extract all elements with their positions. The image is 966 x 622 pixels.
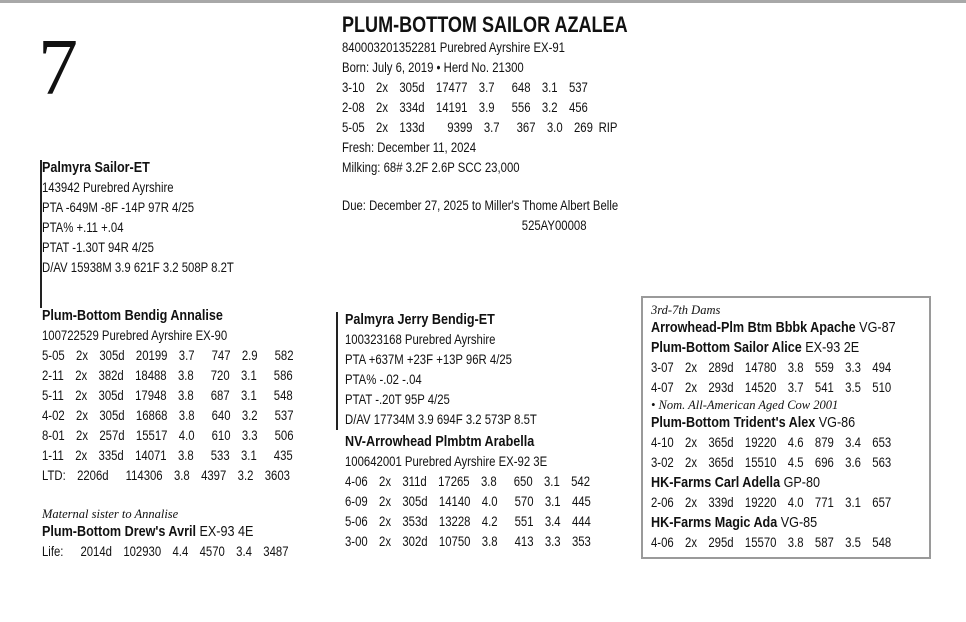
mgs-line: PTA +637M +23F +13P 96R 4/25 [345, 352, 512, 367]
mgs-line: PTA% -.02 -.04 [345, 372, 422, 387]
sire-name: Palmyra Sailor-ET [42, 159, 150, 176]
mgs-line: PTAT -.20T 95P 4/25 [345, 392, 450, 407]
main-animal [342, 12, 690, 236]
mgs-line: D/AV 17734M 3.9 694F 3.2 573P 8.5T [345, 412, 537, 427]
dam-entry-name-line [651, 413, 896, 433]
dam-record: 8-01 2x 257d 15517 4.0 610 3.3 506 [42, 428, 294, 443]
dam-record: 1-11 2x 335d 14071 3.8 533 3.1 435 [42, 448, 293, 463]
dam-entry-record: 3-02 2x 365d 15510 4.5 696 3.6 563 [651, 455, 892, 470]
dam-entry-name-line [651, 513, 896, 533]
sire-line: PTAT -1.30T 94R 4/25 [42, 240, 154, 255]
granddam-record: 3-00 2x 302d 10750 3.8 413 3.3 353 [345, 534, 591, 549]
granddam-record: 6-09 2x 305d 14140 4.0 570 3.1 445 [345, 494, 591, 509]
dam-entry-record: 2-06 2x 339d 19220 4.0 771 3.1 657 [651, 495, 892, 510]
dam-record: 4-02 2x 305d 16868 3.8 640 3.2 537 [42, 408, 294, 423]
sire-block [42, 158, 270, 278]
maternal-sister-life: Life: 2014d 102930 4.4 4570 3.4 3487 [42, 544, 289, 559]
mgs-line: 100323168 Purebred Ayrshire [345, 332, 496, 347]
dam-entry-name: Plum-Bottom Trident's Alex [651, 414, 816, 431]
granddam-reg-line: 100642001 Purebred Ayrshire EX-92 3E [345, 454, 548, 469]
dam-record: 5-11 2x 305d 17948 3.8 687 3.1 548 [42, 388, 293, 403]
main-born-line: Born: July 6, 2019 • Herd No. 21300 [342, 60, 524, 75]
dam-entry-record: 4-06 2x 295d 15570 3.8 587 3.5 548 [651, 535, 892, 550]
maternal-sister-name: Plum-Bottom Drew's Avril [42, 523, 196, 540]
main-animal-name: PLUM-BOTTOM SAILOR AZALEA [342, 12, 628, 37]
mgs-block [345, 310, 573, 430]
main-record: 3-10 2x 305d 17477 3.7 648 3.1 537 [342, 80, 588, 95]
dam-ltd: LTD: 2206d 114306 3.8 4397 3.2 3603 [42, 468, 290, 483]
dam-entry-record: 4-07 2x 293d 14520 3.7 541 3.5 510 [651, 380, 892, 395]
dam-entry-name: HK-Farms Carl Adella [651, 474, 781, 491]
main-record: 2-08 2x 334d 14191 3.9 556 3.2 456 [342, 100, 588, 115]
dam-entry-score: VG-85 [777, 514, 818, 531]
dam-reg-line: 100722529 Purebred Ayrshire EX-90 [42, 328, 228, 343]
granddam-block [345, 432, 638, 552]
lot-number: 7 [38, 24, 78, 112]
maternal-sister-name-line [42, 522, 289, 542]
maternal-sister-score: EX-93 4E [195, 523, 254, 540]
dam-entry-name-line [651, 338, 896, 358]
main-reg-line: 840003201352281 Purebred Ayrshire EX-91 [342, 40, 565, 55]
mgs-bracket [336, 312, 338, 430]
dam-name: Plum-Bottom Bendig Annalise [42, 307, 223, 324]
granddam-record: 4-06 2x 311d 17265 3.8 650 3.1 542 [345, 474, 591, 489]
dam-entry-name: Plum-Bottom Sailor Alice [651, 339, 802, 356]
dam-entry-name: Arrowhead-Plm Btm Bbbk Apache [651, 319, 856, 336]
dam-entry-score: VG-87 [855, 319, 896, 336]
dams-box [641, 296, 931, 559]
dam-entry-note: • Nom. All-American Aged Cow 2001 [651, 398, 839, 412]
main-record: 5-05 2x 133d 9399 3.7 367 3.0 269 RIP [342, 120, 618, 135]
granddam-record: 5-06 2x 353d 13228 4.2 551 3.4 444 [345, 514, 591, 529]
dams-box-content [651, 303, 942, 553]
dam-entry-record: 4-10 2x 365d 19220 4.6 879 3.4 653 [651, 435, 892, 450]
dam-entry-score: EX-93 2E [801, 339, 860, 356]
main-due-code: 525AY00008 [521, 218, 587, 233]
mgs-name: Palmyra Jerry Bendig-ET [345, 311, 495, 328]
dam-entry-name: HK-Farms Magic Ada [651, 514, 778, 531]
main-due: Due: December 27, 2025 to Miller's Thome Albert Belle [342, 198, 619, 213]
dam-entry-record: 3-07 2x 289d 14780 3.8 559 3.3 494 [651, 360, 892, 375]
dam-record: 2-11 2x 382d 18488 3.8 720 3.1 586 [42, 368, 293, 383]
dam-block [42, 306, 341, 486]
granddam-name: NV-Arrowhead Plmbtm Arabella [345, 433, 535, 450]
main-milking: Milking: 68# 3.2F 2.6P SCC 23,000 [342, 160, 520, 175]
dam-record: 5-05 2x 305d 20199 3.7 747 2.9 582 [42, 348, 294, 363]
dam-entry-score: GP-80 [780, 474, 820, 491]
dam-entry-name-line [651, 318, 896, 338]
main-fresh: Fresh: December 11, 2024 [342, 140, 477, 155]
sire-line: PTA% +.11 +.04 [42, 220, 124, 235]
maternal-sister-block [42, 506, 335, 562]
sire-line: 143942 Purebred Ayrshire [42, 180, 174, 195]
maternal-sister-heading: Maternal sister to Annalise [42, 507, 179, 521]
top-rule [0, 0, 966, 3]
dam-entry-score: VG-86 [815, 414, 856, 431]
sire-line: PTA -649M -8F -14P 97R 4/25 [42, 200, 195, 215]
dams-box-heading: 3rd-7th Dams [651, 303, 721, 317]
dam-entry-name-line [651, 473, 896, 493]
sire-line: D/AV 15938M 3.9 621F 3.2 508P 8.2T [42, 260, 234, 275]
